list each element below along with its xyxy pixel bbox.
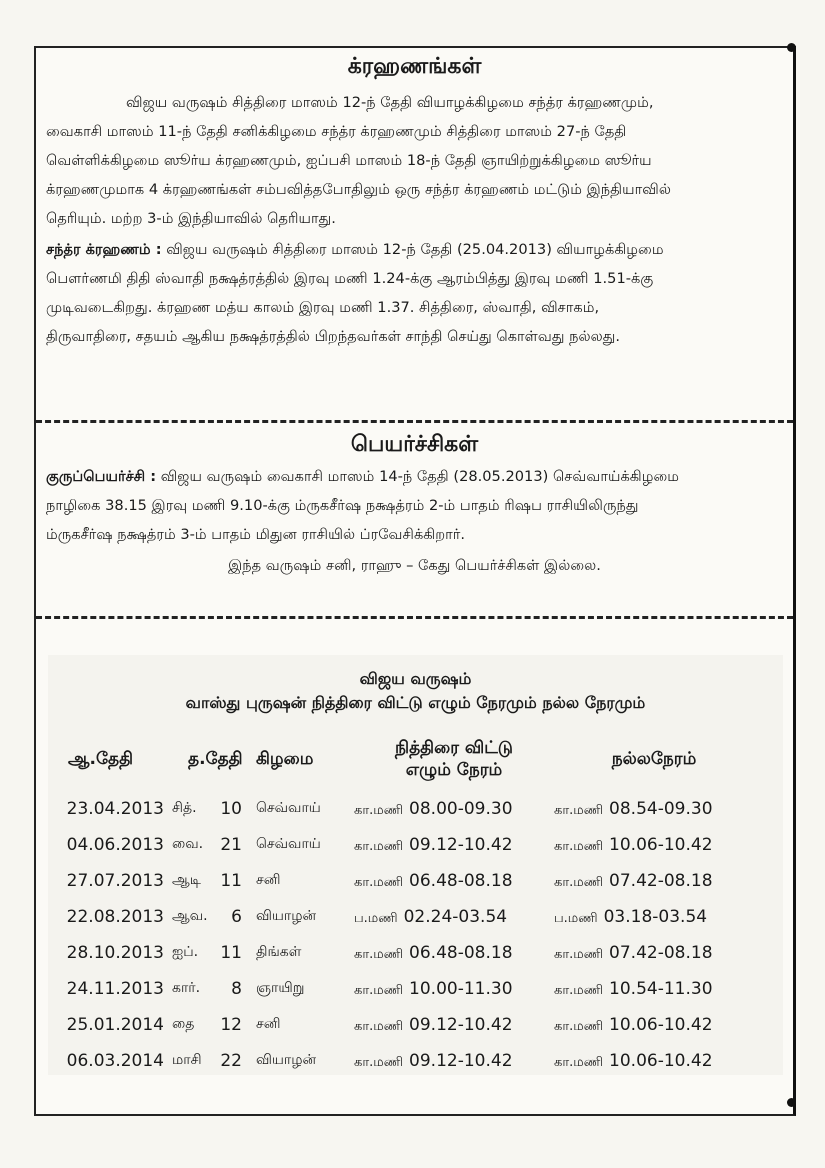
time-range: 07.42-08.18 (609, 871, 713, 891)
tamil-month-cell: ஆடி (172, 872, 201, 888)
tamil-month-cell: வை. (172, 836, 204, 852)
peyarchi-section (36, 428, 793, 580)
date-cell: 04.06.2013 (66, 835, 164, 855)
chandra-label: சந்த்ர க்ரஹணம் : (46, 241, 162, 258)
tamil-date-cell: 8 (231, 979, 242, 999)
day-cell: சனி (256, 872, 281, 888)
divider (36, 616, 793, 619)
time-range: 09.12-10.42 (409, 835, 513, 855)
table-row (54, 1043, 754, 1079)
chandra-line: முடிவடைகிறது. க்ரஹண மத்ய காலம் இரவு மணி 1.37. சித்திரை, ஸ்வாதி, விசாகம், (46, 299, 600, 316)
good-time-cell (554, 791, 754, 827)
day-cell: வியாழன் (256, 908, 317, 924)
time-prefix: கா.மணி (354, 1055, 404, 1070)
tamil-month-cell: ஆவ. (172, 908, 208, 924)
guru-label: குருப்பெயர்ச்சி : (46, 468, 157, 485)
tamil-date-cell: 12 (220, 1015, 242, 1035)
time-prefix: கா.மணி (554, 839, 604, 854)
time-range: 03.18-03.54 (603, 907, 708, 927)
guru-line: விஜய வருஷம் வைகாசி மாஸம் 14-ந் தேதி (28.05.2013) செவ்வாய்க்கிழமை (160, 468, 680, 485)
time-range: 10.06-10.42 (609, 835, 713, 855)
intro-line: தெரியும். மற்ற 3-ம் இந்தியாவில் தெரியாது. (46, 210, 336, 227)
time-range: 08.54-09.30 (609, 799, 713, 819)
chandra-paragraph (36, 235, 793, 351)
time-range: 10.54-11.30 (609, 979, 713, 999)
wake-time-cell (354, 935, 554, 971)
wake-time-cell (354, 827, 554, 863)
day-cell: சனி (256, 1016, 281, 1032)
grahanam-heading: க்ரஹணங்கள் (347, 54, 482, 79)
vastu-year-title: விஜய வருஷம் (359, 669, 472, 688)
time-prefix: கா.மணி (354, 1019, 404, 1034)
time-prefix: கா.மணி (554, 803, 604, 818)
day-cell: வியாழன் (256, 1052, 317, 1068)
time-range: 08.00-09.30 (409, 799, 513, 819)
good-time-cell (554, 899, 754, 935)
grahanam-section (36, 50, 793, 351)
time-range: 02.24-03.54 (403, 907, 508, 927)
time-prefix: கா.மணி (554, 1019, 604, 1034)
wake-time-cell (354, 899, 554, 935)
time-prefix: கா.மணி (354, 983, 404, 998)
time-range: 06.48-08.18 (409, 871, 513, 891)
tamil-month-cell: ஐப். (172, 944, 199, 960)
date-cell: 06.03.2014 (66, 1051, 164, 1071)
tamil-date-cell: 6 (231, 907, 242, 927)
time-prefix: கா.மணி (554, 1055, 604, 1070)
col-t-date: த.தேதி (188, 749, 243, 769)
chandra-line: விஜய வருஷம் சித்திரை மாஸம் 12-ந் தேதி (25.04.2013) வியாழக்கிழமை (166, 241, 664, 258)
date-cell: 27.07.2013 (66, 871, 164, 891)
date-cell: 23.04.2013 (66, 799, 164, 819)
peyarchi-heading: பெயர்ச்சிகள் (350, 432, 479, 457)
tamil-month-cell: கார். (172, 980, 201, 996)
day-cell: திங்கள் (256, 944, 302, 960)
table-body (54, 791, 754, 1079)
grahanam-intro (36, 88, 793, 233)
time-range: 06.48-08.18 (409, 943, 513, 963)
col-wake-line: எழும் நேரம் (405, 760, 503, 780)
wake-time-cell (354, 791, 554, 827)
chandra-line: திருவாதிரை, சதயம் ஆகிய நக்ஷத்ரத்தில் பிறந்தவர்கள் சாந்தி செய்து கொள்வது நல்லது. (46, 328, 621, 345)
corner-dot (787, 43, 796, 52)
wake-time-cell (354, 1043, 554, 1079)
col-wake-line: நித்திரை விட்டு (395, 738, 513, 758)
good-time-cell (554, 971, 754, 1007)
guru-line: நாழிகை 38.15 இரவு மணி 9.10-க்கு ம்ருகசீர்ஷ நக்ஷத்ரம் 2-ம் பாதம் ரிஷப ராசியிலிருந்து (46, 497, 639, 514)
day-cell: செவ்வாய் (256, 836, 321, 852)
corner-dot (787, 1098, 796, 1107)
time-prefix: கா.மணி (554, 947, 604, 962)
intro-line: க்ரஹணமுமாக 4 க்ரஹணங்கள் சம்பவித்தபோதிலும் ஒரு சந்த்ர க்ரஹணம் மட்டும் இந்தியாவில் (46, 181, 671, 198)
time-range: 10.06-10.42 (609, 1051, 713, 1071)
time-prefix: ப.மணி (554, 911, 598, 926)
day-cell: செவ்வாய் (256, 800, 321, 816)
time-range: 07.42-08.18 (609, 943, 713, 963)
tamil-date-cell: 21 (220, 835, 242, 855)
time-range: 10.06-10.42 (609, 1015, 713, 1035)
time-prefix: கா.மணி (554, 875, 604, 890)
guru-paragraph (36, 462, 793, 549)
time-prefix: கா.மணி (554, 983, 604, 998)
col-a-date: ஆ.தேதி (68, 749, 134, 769)
vastu-table (54, 737, 754, 1079)
time-prefix: கா.மணி (354, 875, 404, 890)
divider (36, 420, 793, 423)
time-range: 10.00-11.30 (409, 979, 513, 999)
wake-time-cell (354, 971, 554, 1007)
wake-time-cell (354, 863, 554, 899)
peyarchi-note: இந்த வருஷம் சனி, ராஹு – கேது பெயர்ச்சிகள் இல்லை. (228, 557, 601, 574)
col-good: நல்லநேரம் (611, 749, 697, 769)
tamil-month-cell: சித். (172, 800, 197, 816)
vastu-title: வாஸ்து புருஷன் நித்திரை விட்டு எழும் நேரமும் நல்ல நேரமும் (185, 693, 646, 712)
table-header-row (54, 737, 754, 781)
table-row (54, 971, 754, 1007)
time-prefix: ப.மணி (354, 911, 398, 926)
time-range: 09.12-10.42 (409, 1015, 513, 1035)
guru-line: ம்ருகசீர்ஷ நக்ஷத்ரம் 3-ம் பாதம் மிதுன ராசியில் ப்ரவேசிக்கிறார். (46, 526, 466, 543)
day-cell: ஞாயிறு (256, 980, 305, 996)
page-frame (34, 46, 796, 1116)
good-time-cell (554, 1007, 754, 1043)
chandra-line: பௌர்ணமி திதி ஸ்வாதி நக்ஷத்ரத்தில் இரவு மணி 1.24-க்கு ஆரம்பித்து இரவு மணி 1.51-க்கு (46, 270, 654, 287)
table-row (54, 935, 754, 971)
tamil-month-cell: தை (172, 1016, 195, 1032)
tamil-month-cell: மாசி (172, 1052, 202, 1068)
intro-line: விஜய வருஷம் சித்திரை மாஸம் 12-ந் தேதி வியாழக்கிழமை சந்த்ர க்ரஹணமும், (126, 94, 654, 111)
tamil-date-cell: 11 (220, 871, 242, 891)
table-row (54, 1007, 754, 1043)
vastu-section (48, 655, 783, 1075)
good-time-cell (554, 935, 754, 971)
date-cell: 22.08.2013 (66, 907, 164, 927)
tamil-date-cell: 11 (220, 943, 242, 963)
date-cell: 24.11.2013 (66, 979, 164, 999)
tamil-date-cell: 10 (220, 799, 242, 819)
good-time-cell (554, 863, 754, 899)
wake-time-cell (354, 1007, 554, 1043)
col-day: கிழமை (256, 749, 314, 769)
date-cell: 25.01.2014 (66, 1015, 164, 1035)
intro-line: வெள்ளிக்கிழமை ஸூர்ய க்ரஹணமும், ஐப்பசி மாஸம் 18-ந் தேதி ஞாயிற்றுக்கிழமை ஸூர்ய (46, 152, 652, 169)
intro-line: வைகாசி மாஸம் 11-ந் தேதி சனிக்கிழமை சந்த்ர க்ரஹணமும் சித்திரை மாஸம் 27-ந் தேதி (46, 123, 627, 140)
table-row (54, 899, 754, 935)
time-prefix: கா.மணி (354, 947, 404, 962)
col-wake (354, 737, 554, 781)
tamil-date-cell: 22 (220, 1051, 242, 1071)
good-time-cell (554, 827, 754, 863)
good-time-cell (554, 1043, 754, 1079)
time-range: 09.12-10.42 (409, 1051, 513, 1071)
time-prefix: கா.மணி (354, 803, 404, 818)
table-row (54, 791, 754, 827)
table-row (54, 863, 754, 899)
date-cell: 28.10.2013 (66, 943, 164, 963)
table-row (54, 827, 754, 863)
time-prefix: கா.மணி (354, 839, 404, 854)
